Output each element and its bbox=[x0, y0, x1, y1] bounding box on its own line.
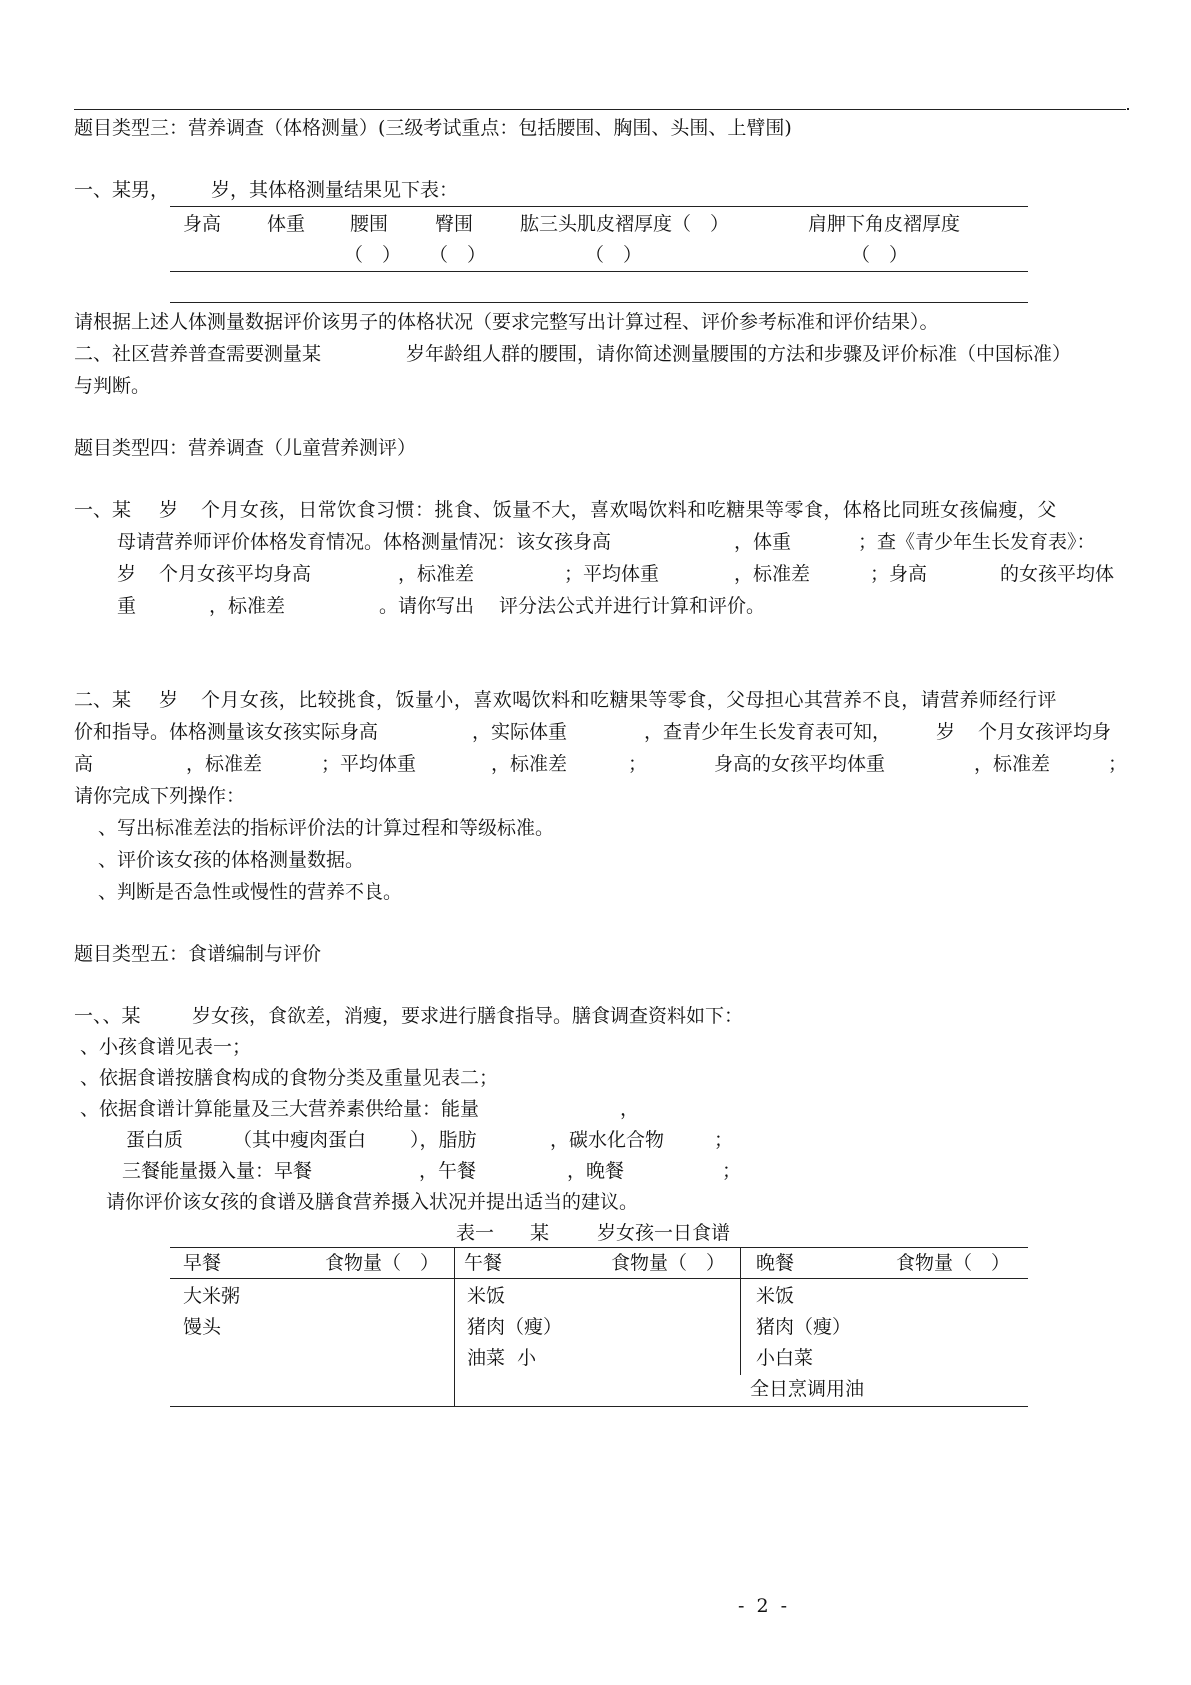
q5-1-item-3-comma: ， bbox=[620, 1098, 640, 1120]
q4-2-l3-h: ； bbox=[1108, 753, 1128, 775]
q4-1-l1-b: 岁 bbox=[159, 499, 179, 521]
measure-header-height: 身高 bbox=[183, 213, 222, 235]
q5-1-nutr-fat: ），脂肪 bbox=[410, 1129, 477, 1151]
section3-title: 题目类型三：营养调查（体格测量）(三级考试重点：包括腰围、胸围、头围、上臂围) bbox=[74, 117, 792, 139]
table1-header-breakfast-qty: 食物量（ ） bbox=[325, 1252, 440, 1274]
q3-2-line1-a: 二、社区营养普查需要测量某 bbox=[74, 343, 322, 365]
q5-1-meals-lunch: ，午餐 bbox=[419, 1160, 477, 1182]
table1-lunch-item-2: 猪肉（瘦） bbox=[467, 1316, 563, 1338]
measure-header-subscapular: 肩胛下角皮褶厚度 bbox=[808, 213, 961, 235]
q4-1-l3-b: 个月女孩平均身高 bbox=[159, 563, 312, 585]
measure-unit-hip: （ ） bbox=[429, 244, 487, 266]
q5-1-meals-dinner: ，晚餐 bbox=[567, 1160, 625, 1182]
table1-caption-b: 某 bbox=[530, 1222, 550, 1244]
q5-1-nutr-lean: （其中瘦肉蛋白 bbox=[233, 1129, 367, 1151]
measure-unit-subscapular: （ ） bbox=[851, 244, 909, 266]
table1-breakfast-item-1: 大米粥 bbox=[183, 1285, 241, 1307]
q3-1-question: 请根据上述人体测量数据评价该男子的体格状况（要求完整写出计算过程、评价参考标准和评价结果）。 bbox=[74, 311, 939, 333]
q4-2-l2-a: 价和指导。体格测量该女孩实际身高 bbox=[74, 721, 379, 743]
q4-2-l1-c: 个月女孩，比较挑食，饭量小，喜欢喝饮料和吃糖果等零食，父母担心其营养不良，请营养师经行评 bbox=[201, 689, 1057, 711]
table1-dinner-item-3: 小白菜 bbox=[756, 1347, 814, 1369]
q4-1-l2-b: ，体重 bbox=[734, 531, 792, 553]
q4-2-l3-b: ，标准差 bbox=[186, 753, 263, 775]
table1-header-breakfast: 早餐 bbox=[183, 1252, 222, 1274]
table1-dinner-item-1: 米饭 bbox=[756, 1285, 795, 1307]
table1-dinner-item-2: 猪肉（瘦） bbox=[756, 1316, 852, 1338]
q3-1-intro-b: 岁，其体格测量结果见下表： bbox=[211, 179, 459, 201]
q4-1-l3-d: ；平均体重 bbox=[564, 563, 660, 585]
measure-header-weight: 体重 bbox=[267, 213, 306, 235]
q5-1-meals-end: ； bbox=[722, 1160, 742, 1182]
q5-1-nutr-protein: 蛋白质 bbox=[126, 1129, 184, 1151]
table1-divider-1 bbox=[454, 1247, 455, 1406]
q4-1-l2-a: 母请营养师评价体格发育情况。体格测量情况：该女孩身高 bbox=[117, 531, 612, 553]
table1-lunch-item-1: 米饭 bbox=[467, 1285, 506, 1307]
q3-1-intro-a: 一、某男， bbox=[74, 179, 170, 201]
header-rule bbox=[74, 109, 1126, 110]
q4-1-l3-e: ，标准差 bbox=[734, 563, 811, 585]
table1-top-rule bbox=[170, 1247, 1028, 1248]
measure-table-top-rule bbox=[170, 206, 1028, 207]
q4-2-item-3: 、判断是否急性或慢性的营养不良。 bbox=[98, 881, 403, 903]
table1-header-lunch: 午餐 bbox=[464, 1252, 503, 1274]
q4-2-l2-c: ，查青少年生长发育表可知， bbox=[644, 721, 892, 743]
q4-2-l2-d: 岁 bbox=[936, 721, 956, 743]
q4-1-l3-c: ，标准差 bbox=[398, 563, 475, 585]
section4-title: 题目类型四：营养调查（儿童营养测评） bbox=[74, 437, 417, 459]
table1-header-dinner-qty: 食物量（ ） bbox=[896, 1252, 1011, 1274]
page-number: - 2 - bbox=[738, 1595, 788, 1617]
table1-bottom-rule bbox=[170, 1406, 1028, 1407]
table1-header-lunch-qty: 食物量（ ） bbox=[611, 1252, 726, 1274]
table1-header-rule bbox=[170, 1278, 1028, 1279]
q5-1-intro-b: 岁女孩，食欲差，消瘦，要求进行膳食指导。膳食调查资料如下： bbox=[192, 1005, 744, 1027]
q4-2-l3-c: ；平均体重 bbox=[321, 753, 417, 775]
table1-caption-c: 岁女孩一日食谱 bbox=[597, 1222, 731, 1244]
header-dot bbox=[1127, 108, 1129, 110]
table1-divider-2 bbox=[740, 1247, 741, 1375]
q4-1-l1-c: 个月女孩，日常饮食习惯：挑食、饭量不大，喜欢喝饮料和吃糖果等零食，体格比同班女孩偏瘦，父 bbox=[201, 499, 1057, 521]
table1-header-dinner: 晚餐 bbox=[756, 1252, 795, 1274]
q5-1-question: 请你评价该女孩的食谱及膳食营养摄入状况并提出适当的建议。 bbox=[106, 1191, 639, 1213]
q3-2-line2: 与判断。 bbox=[74, 375, 151, 397]
q5-1-item-1: 、小孩食谱见表一； bbox=[80, 1036, 252, 1058]
q4-2-l1-b: 岁 bbox=[159, 689, 179, 711]
q5-1-item-2: 、依据食谱按膳食构成的食物分类及重量见表二； bbox=[80, 1067, 499, 1089]
q4-2-l3-d: ，标准差 bbox=[491, 753, 568, 775]
q5-1-meals-breakfast: 三餐能量摄入量：早餐 bbox=[122, 1160, 313, 1182]
measure-table-mid-rule bbox=[170, 271, 1028, 272]
q5-1-intro-a: 一、、某 bbox=[74, 1005, 141, 1027]
q5-1-item-3: 、依据食谱计算能量及三大营养素供给量：能量 bbox=[80, 1098, 480, 1120]
q4-2-l3-e: ； bbox=[628, 753, 648, 775]
measure-table-bottom-rule bbox=[170, 302, 1028, 303]
q4-2-l4: 请你完成下列操作： bbox=[74, 785, 246, 807]
measure-unit-triceps: （ ） bbox=[585, 244, 643, 266]
q4-2-l1-a: 二、某 bbox=[74, 689, 132, 711]
q4-2-item-1: 、写出标准差法的指标评价法的计算过程和等级标准。 bbox=[98, 817, 555, 839]
q4-1-l4-a: 重 bbox=[117, 595, 137, 617]
measure-unit-waist: （ ） bbox=[344, 244, 402, 266]
measure-header-waist: 腰围 bbox=[350, 213, 389, 235]
table1-lunch-item-3: 油菜 小 bbox=[467, 1347, 537, 1369]
q4-1-l3-f: ；身高 bbox=[870, 563, 928, 585]
q4-1-l4-c: 。请你写出 bbox=[379, 595, 475, 617]
q4-1-l4-d: 评分法公式并进行计算和评价。 bbox=[499, 595, 766, 617]
measure-header-triceps: 肱三头肌皮褶厚度（ ） bbox=[520, 213, 730, 235]
q4-1-l3-g: 的女孩平均体 bbox=[1000, 563, 1115, 585]
q4-1-l4-b: ，标准差 bbox=[209, 595, 286, 617]
q4-1-l2-c: ；查《青少年生长发育表》： bbox=[858, 531, 1096, 553]
section5-title: 题目类型五：食谱编制与评价 bbox=[74, 943, 322, 965]
measure-header-hip: 臀围 bbox=[435, 213, 474, 235]
q4-2-l3-f: 身高的女孩平均体重 bbox=[714, 753, 886, 775]
q4-1-l1-a: 一、某 bbox=[74, 499, 132, 521]
q4-1-l3-a: 岁 bbox=[117, 563, 137, 585]
q5-1-nutr-carb: ，碳水化合物 bbox=[550, 1129, 665, 1151]
table1-caption-a: 表一 bbox=[456, 1222, 495, 1244]
q4-2-l3-g: ，标准差 bbox=[974, 753, 1051, 775]
q4-2-l2-e: 个月女孩评均身 bbox=[978, 721, 1112, 743]
table1-breakfast-item-2: 馒头 bbox=[183, 1316, 222, 1338]
table1-oil: 全日烹调用油 bbox=[750, 1378, 865, 1400]
q4-2-item-2: 、评价该女孩的体格测量数据。 bbox=[98, 849, 365, 871]
q3-2-line1-b: 岁年龄组人群的腰围，请你简述测量腰围的方法和步骤及评价标准（中国标准） bbox=[406, 343, 1072, 365]
q5-1-nutr-end: ； bbox=[714, 1129, 734, 1151]
q4-2-l2-b: ，实际体重 bbox=[472, 721, 568, 743]
q4-2-l3-a: 高 bbox=[74, 753, 94, 775]
